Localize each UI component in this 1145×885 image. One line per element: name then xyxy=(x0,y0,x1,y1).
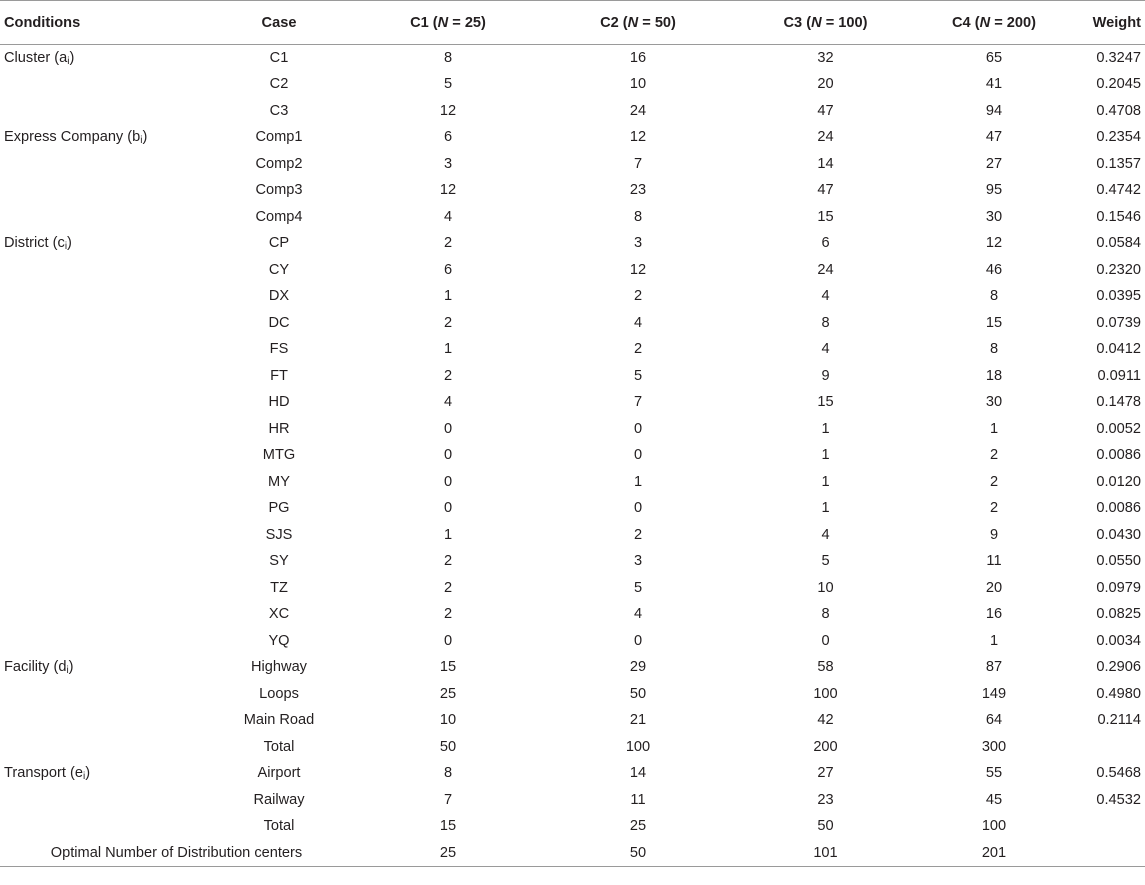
c1-cell: 2 xyxy=(443,235,453,252)
c1-cell: 6 xyxy=(443,129,453,146)
c3-cell: 58 xyxy=(817,659,834,676)
weight-cell: 0.1546 xyxy=(1096,208,1141,225)
c4-cell: 45 xyxy=(985,791,1003,808)
c2-cell: 0 xyxy=(633,632,643,649)
c1-cell: 12 xyxy=(439,182,457,199)
table-row xyxy=(0,151,1145,178)
c3-cell: 47 xyxy=(817,102,834,119)
condition-cell xyxy=(0,283,205,310)
weight-cell: 0.2045 xyxy=(1096,76,1141,93)
c4-cell: 100 xyxy=(981,818,1007,835)
case-cell: Total xyxy=(263,738,295,755)
c2-cell: 0 xyxy=(633,420,643,437)
case-cell: FS xyxy=(269,341,289,358)
c2-cell: 24 xyxy=(629,102,647,119)
condition-cell xyxy=(0,760,205,787)
condition-cell xyxy=(0,151,205,178)
c1-cell: 7 xyxy=(443,791,453,808)
condition-cell xyxy=(0,177,205,204)
c2-cell: 12 xyxy=(629,261,647,278)
optimal-weight xyxy=(1070,840,1145,867)
condition-cell xyxy=(0,681,205,708)
c2-cell: 3 xyxy=(633,235,643,252)
c4-cell: 11 xyxy=(986,553,1002,570)
header-c3: C3 (N = 100) xyxy=(733,1,918,45)
c3-cell: 4 xyxy=(821,288,830,305)
weight-cell: 0.0395 xyxy=(1096,288,1141,305)
c4-cell: 41 xyxy=(985,76,1003,93)
weight-cell: 0.4708 xyxy=(1096,102,1141,119)
case-cell: DX xyxy=(268,288,290,305)
table-row xyxy=(0,416,1145,443)
case-cell: XC xyxy=(268,606,290,623)
table-row xyxy=(0,654,1145,681)
weight-cell: 0.0825 xyxy=(1096,606,1141,623)
c2-cell: 2 xyxy=(633,341,643,358)
c4-cell: 8 xyxy=(989,341,999,358)
header-case: Case xyxy=(205,1,353,45)
c2-cell: 0 xyxy=(633,500,643,517)
case-cell: DC xyxy=(268,314,290,331)
case-cell: Comp1 xyxy=(255,129,303,146)
c2-cell: 7 xyxy=(633,155,643,172)
weight-cell: 0.4742 xyxy=(1096,182,1141,199)
c4-cell: 15 xyxy=(985,314,1003,331)
table-row xyxy=(0,495,1145,522)
c1-cell: 3 xyxy=(443,155,453,172)
c1-cell: 0 xyxy=(443,632,453,649)
c3-cell: 23 xyxy=(817,791,834,808)
c3-cell: 0 xyxy=(821,632,830,649)
c4-cell: 64 xyxy=(985,712,1003,729)
condition-close: ) xyxy=(68,658,74,675)
case-cell: FT xyxy=(270,367,288,384)
table-row xyxy=(0,363,1145,390)
condition-subscript: i xyxy=(67,55,70,67)
condition-cell xyxy=(0,469,205,496)
case-cell: CY xyxy=(268,261,290,278)
c3-cell: 8 xyxy=(821,314,830,331)
optimal-label: Optimal Number of Distribution centers xyxy=(0,840,353,867)
c4-cell: 27 xyxy=(985,155,1003,172)
condition-cell xyxy=(0,707,205,734)
case-cell: MY xyxy=(268,473,290,490)
condition-cell xyxy=(0,416,205,443)
c3-cell: 200 xyxy=(813,738,838,755)
c1-cell: 10 xyxy=(439,712,457,729)
c2-cell: 4 xyxy=(633,314,643,331)
c4-cell: 2 xyxy=(989,447,999,464)
c1-cell: 6 xyxy=(443,261,453,278)
c1-cell: 2 xyxy=(443,367,453,384)
c2-cell: 50 xyxy=(629,685,647,702)
weight-cell: 0.0911 xyxy=(1097,367,1141,384)
weight-cell: 0.0052 xyxy=(1096,420,1141,437)
condition-cell xyxy=(0,204,205,231)
condition-subscript: i xyxy=(66,664,69,676)
optimal-c2: 50 xyxy=(543,840,733,867)
case-cell: Railway xyxy=(253,791,305,808)
c2-cell: 23 xyxy=(629,182,647,199)
condition-cell xyxy=(0,71,205,98)
condition-cell xyxy=(0,787,205,814)
c3-cell: 50 xyxy=(817,818,834,835)
table-row xyxy=(0,98,1145,125)
optimal-c4: 201 xyxy=(918,840,1070,867)
c2-cell: 5 xyxy=(633,367,643,384)
table-row xyxy=(0,681,1145,708)
table-row xyxy=(0,124,1145,151)
condition-cell xyxy=(0,257,205,284)
case-cell: C2 xyxy=(269,76,289,93)
case-cell: Comp3 xyxy=(255,182,303,199)
condition-close: ) xyxy=(67,234,72,251)
c3-cell: 15 xyxy=(817,208,834,225)
case-cell: PG xyxy=(268,500,290,517)
c4-cell: 16 xyxy=(985,606,1003,623)
weight-cell: 0.1478 xyxy=(1096,394,1141,411)
c1-cell: 15 xyxy=(439,659,457,676)
weight-cell: 0.4532 xyxy=(1096,791,1141,808)
condition-cell xyxy=(0,628,205,655)
table-row xyxy=(0,177,1145,204)
case-cell: MTG xyxy=(262,447,296,464)
table-header-row xyxy=(0,1,1145,45)
condition-cell xyxy=(0,654,205,681)
case-cell: Main Road xyxy=(243,712,315,729)
c4-cell: 95 xyxy=(985,182,1003,199)
c3-cell: 1 xyxy=(821,447,830,464)
condition-subscript: i xyxy=(82,770,86,782)
case-cell: YQ xyxy=(268,632,290,649)
c1-cell: 25 xyxy=(439,685,457,702)
c1-cell: 0 xyxy=(443,420,453,437)
weight-cell: 0.0034 xyxy=(1096,632,1141,649)
c3-cell: 8 xyxy=(821,606,830,623)
c1-cell: 5 xyxy=(443,76,453,93)
c1-cell: 1 xyxy=(443,341,453,358)
table-row xyxy=(0,283,1145,310)
case-cell: HR xyxy=(268,420,290,437)
c4-cell: 30 xyxy=(985,394,1003,411)
condition-close: ) xyxy=(69,49,75,66)
weight-cell: 0.0584 xyxy=(1096,235,1141,252)
table-row xyxy=(0,442,1145,469)
c1-cell: 4 xyxy=(443,394,453,411)
condition-cell xyxy=(0,495,205,522)
c1-cell: 2 xyxy=(443,553,453,570)
weight-cell: 0.0120 xyxy=(1096,473,1141,490)
c4-cell: 87 xyxy=(985,659,1003,676)
header-c2: C2 (N = 50) xyxy=(543,1,733,45)
table-row xyxy=(0,601,1145,628)
c4-cell: 46 xyxy=(985,261,1003,278)
c3-cell: 4 xyxy=(821,341,830,358)
optimal-row xyxy=(0,840,1145,867)
c2-cell: 29 xyxy=(629,659,647,676)
c2-cell: 7 xyxy=(633,394,643,411)
table-row xyxy=(0,469,1145,496)
header-weight: Weight xyxy=(1070,1,1145,45)
c2-cell: 3 xyxy=(633,553,643,570)
c4-cell: 2 xyxy=(989,473,999,490)
table-row xyxy=(0,760,1145,787)
condition-label: Facility (d xyxy=(4,658,67,675)
weight-cell: 0.2320 xyxy=(1096,261,1141,278)
weight-cell: 0.5468 xyxy=(1096,765,1141,782)
c2-cell: 2 xyxy=(633,526,643,543)
c4-cell: 9 xyxy=(989,526,999,543)
weight-cell xyxy=(1070,734,1145,761)
c2-cell: 12 xyxy=(629,129,647,146)
weight-cell xyxy=(1070,813,1145,840)
weight-cell: 0.3247 xyxy=(1096,50,1141,66)
c1-cell: 0 xyxy=(443,473,453,490)
c2-cell: 0 xyxy=(633,447,643,464)
condition-cell xyxy=(0,813,205,840)
c4-cell: 300 xyxy=(981,738,1007,755)
case-cell: Comp4 xyxy=(255,208,303,225)
c1-cell: 2 xyxy=(443,606,453,623)
c1-cell: 12 xyxy=(439,102,457,119)
case-cell: SJS xyxy=(265,526,293,543)
weight-cell: 0.2906 xyxy=(1096,659,1141,676)
condition-cell xyxy=(0,522,205,549)
condition-subscript: i xyxy=(64,240,68,252)
case-cell: C3 xyxy=(269,102,289,119)
c4-cell: 1 xyxy=(989,420,999,437)
case-cell: Comp2 xyxy=(255,155,303,172)
c2-cell: 1 xyxy=(633,473,643,490)
condition-label: District (c xyxy=(4,234,65,251)
condition-label: Cluster (a xyxy=(4,49,68,66)
condition-cell xyxy=(0,336,205,363)
weight-cell: 0.0430 xyxy=(1096,526,1141,543)
c2-cell: 16 xyxy=(629,50,647,66)
table-row xyxy=(0,336,1145,363)
c3-cell: 24 xyxy=(817,261,834,278)
c2-cell: 100 xyxy=(625,738,651,755)
condition-label: Transport (e xyxy=(4,764,83,781)
c3-cell: 10 xyxy=(817,579,834,596)
c3-cell: 9 xyxy=(821,367,830,384)
weight-cell: 0.0739 xyxy=(1096,314,1141,331)
condition-cell xyxy=(0,98,205,125)
case-cell: TZ xyxy=(270,579,288,596)
case-cell: Airport xyxy=(257,765,301,782)
case-cell: Total xyxy=(263,818,295,835)
table-body xyxy=(0,45,1145,867)
c4-cell: 18 xyxy=(985,367,1003,384)
table-row xyxy=(0,230,1145,257)
condition-cell xyxy=(0,575,205,602)
condition-label: Express Company (b xyxy=(4,128,141,145)
table-row xyxy=(0,204,1145,231)
c4-cell: 30 xyxy=(985,208,1003,225)
c1-cell: 8 xyxy=(443,765,453,782)
weight-cell: 0.0086 xyxy=(1096,447,1141,464)
table-row xyxy=(0,734,1145,761)
condition-cell xyxy=(0,124,205,151)
c4-cell: 55 xyxy=(985,765,1003,782)
table-row xyxy=(0,787,1145,814)
c1-cell: 50 xyxy=(439,738,457,755)
condition-close: ) xyxy=(85,764,91,781)
case-cell: SY xyxy=(269,553,289,570)
c3-cell: 24 xyxy=(817,129,834,146)
c2-cell: 5 xyxy=(633,579,643,596)
c4-cell: 12 xyxy=(985,235,1003,252)
c1-cell: 8 xyxy=(443,50,453,66)
c4-cell: 149 xyxy=(981,685,1007,702)
c4-cell: 1 xyxy=(989,632,999,649)
c3-cell: 47 xyxy=(817,182,834,199)
c3-cell: 4 xyxy=(821,526,830,543)
weight-cell: 0.0412 xyxy=(1096,341,1141,358)
c3-cell: 5 xyxy=(821,553,830,570)
case-cell: CP xyxy=(268,235,290,252)
condition-cell xyxy=(0,734,205,761)
header-c4: C4 (N = 200) xyxy=(918,1,1070,45)
table-row xyxy=(0,575,1145,602)
condition-subscript: i xyxy=(140,134,143,146)
table-row xyxy=(0,628,1145,655)
case-cell: Loops xyxy=(259,685,299,702)
weight-cell: 0.4980 xyxy=(1096,685,1141,702)
table-row xyxy=(0,813,1145,840)
c4-cell: 65 xyxy=(985,50,1003,66)
weight-cell: 0.0550 xyxy=(1096,553,1141,570)
c4-cell: 2 xyxy=(989,500,999,517)
c2-cell: 2 xyxy=(633,288,643,305)
c1-cell: 15 xyxy=(439,818,457,835)
table-row xyxy=(0,707,1145,734)
c3-cell: 1 xyxy=(821,420,830,437)
case-cell: Highway xyxy=(251,659,307,676)
condition-cell xyxy=(0,601,205,628)
condition-close: ) xyxy=(142,128,148,145)
c2-cell: 21 xyxy=(629,712,647,729)
c1-cell: 1 xyxy=(443,526,453,543)
condition-cell xyxy=(0,363,205,390)
c3-cell: 20 xyxy=(817,76,834,93)
c2-cell: 25 xyxy=(629,818,647,835)
optimal-c3: 101 xyxy=(733,840,918,867)
header-conditions: Conditions xyxy=(0,1,205,45)
c2-cell: 14 xyxy=(629,765,647,782)
case-cell: C1 xyxy=(269,50,289,66)
c2-cell: 4 xyxy=(633,606,643,623)
case-cell: HD xyxy=(268,394,290,411)
condition-cell xyxy=(0,45,205,72)
c1-cell: 0 xyxy=(443,500,453,517)
table-row xyxy=(0,71,1145,98)
table-row xyxy=(0,389,1145,416)
condition-cell xyxy=(0,548,205,575)
condition-cell xyxy=(0,389,205,416)
weight-cell: 0.1357 xyxy=(1096,155,1141,172)
table-row xyxy=(0,257,1145,284)
optimal-c1: 25 xyxy=(353,840,543,867)
c2-cell: 11 xyxy=(630,791,646,808)
c4-cell: 20 xyxy=(985,579,1003,596)
weight-cell: 0.0086 xyxy=(1096,500,1141,517)
c3-cell: 14 xyxy=(817,155,834,172)
header-c1: C1 (N = 25) xyxy=(353,1,543,45)
table-row xyxy=(0,45,1145,72)
weight-cell: 0.0979 xyxy=(1096,579,1141,596)
c3-cell: 6 xyxy=(821,235,830,252)
c3-cell: 32 xyxy=(817,50,834,66)
c4-cell: 8 xyxy=(989,288,999,305)
weight-cell: 0.2354 xyxy=(1096,129,1141,146)
c3-cell: 1 xyxy=(821,500,830,517)
table-row xyxy=(0,310,1145,337)
c2-cell: 10 xyxy=(629,76,647,93)
condition-cell xyxy=(0,442,205,469)
c1-cell: 1 xyxy=(443,288,453,305)
c2-cell: 8 xyxy=(633,208,643,225)
c1-cell: 4 xyxy=(443,208,453,225)
c1-cell: 2 xyxy=(443,579,453,596)
c1-cell: 2 xyxy=(443,314,453,331)
c4-cell: 47 xyxy=(985,129,1003,146)
c4-cell: 94 xyxy=(985,102,1003,119)
c3-cell: 27 xyxy=(817,765,834,782)
condition-cell xyxy=(0,310,205,337)
weight-cell: 0.2114 xyxy=(1097,712,1141,729)
condition-cell xyxy=(0,230,205,257)
c3-cell: 15 xyxy=(817,394,834,411)
c3-cell: 42 xyxy=(817,712,834,729)
c3-cell: 100 xyxy=(813,685,838,702)
c1-cell: 0 xyxy=(443,447,453,464)
c3-cell: 1 xyxy=(821,473,830,490)
table-row xyxy=(0,548,1145,575)
table-row xyxy=(0,522,1145,549)
